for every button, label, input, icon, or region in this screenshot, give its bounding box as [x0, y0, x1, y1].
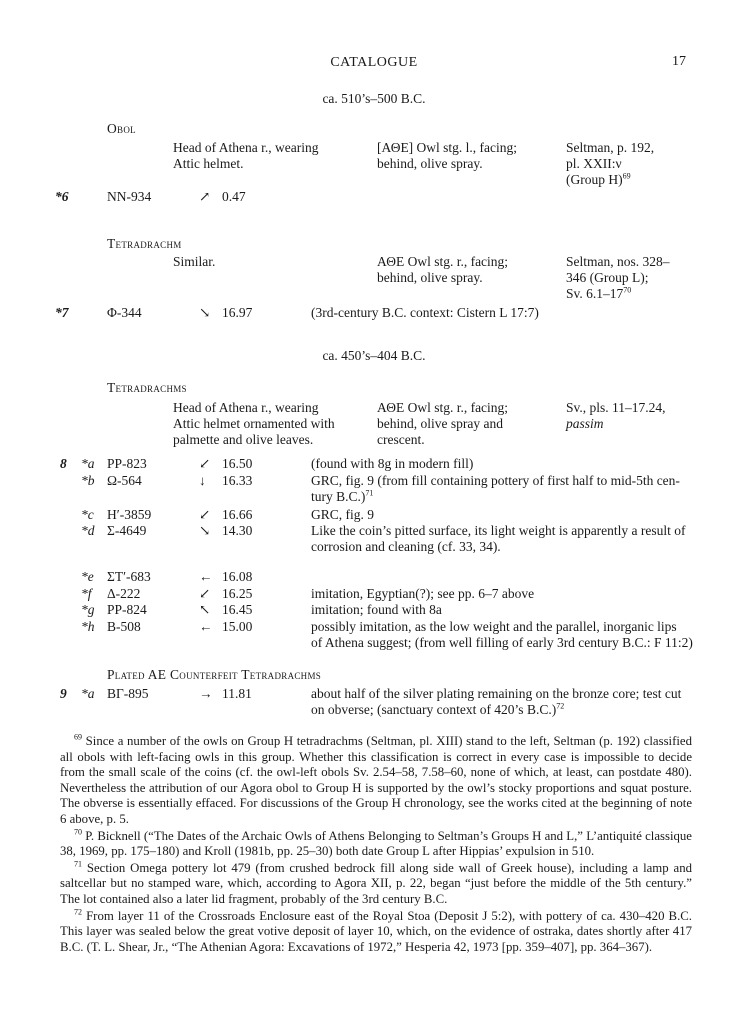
- entry-note: of Athena suggest; (from well filling of early 3rd century B.C.: F 11:2): [311, 635, 693, 650]
- catalogue-number: *6: [55, 189, 69, 204]
- weight: 16.33: [222, 473, 253, 488]
- inventory-number: Σ-4649: [107, 523, 147, 538]
- weight: 16.25: [222, 586, 253, 601]
- obol-reference: Seltman, p. 192, pl. XXII:ν (Group H)$^{69}$: [566, 140, 655, 187]
- entry-letter: *g: [81, 602, 95, 617]
- footnote: $^{69}$ Since a number of the owls on Group H tetradrachms (Seltman, pl. XIII) stand to the left, Seltman (p. 192) classified all obols with left-facing owls in this group. Whether this classification is correct in every case is impossible to decide from the small scale of the coins (cf. the owl-left obols Sv. 2.54–58, 7.58–60, none of which, at least, can postdate 480). Nevertheless the attribution of our Agora obol to Group H is supported by the owl’s stocky proportions and squat posture. The obverse is essentially effaced. For discussions of the Group H chronology, see the works cited at the beginning of note 6 above, p. 5.: [60, 732, 693, 826]
- group-number: 9: [60, 686, 67, 701]
- entry-letter: *f: [81, 586, 92, 601]
- entry-note: GRC, fig. 9 (from fill containing pottery of first half to mid-5th cen-: [311, 473, 680, 488]
- context-note: (3rd-century B.C. context: Cistern L 17:7): [311, 305, 539, 320]
- page-number: 17: [672, 54, 686, 69]
- tetradrachms-reference: Sv., pls. 11–17.24, passim: [566, 400, 666, 431]
- footnote: $^{70}$ P. Bicknell (“The Dates of the Archaic Owls of Athens Belonging to Seltman’s Groups H and L,” L’antiquité classique 38, 1969, pp. 175–180) and Kroll (1981b, pp. 25–30) both date Group L after Hippias’ expulsion in 510.: [60, 827, 692, 859]
- inventory-number: Φ-344: [107, 305, 142, 320]
- weight: 11.81: [222, 686, 252, 701]
- section-label-obol: Obol: [107, 121, 136, 136]
- weight: 16.08: [222, 569, 253, 584]
- footnote: $^{72}$ From layer 11 of the Crossroads Enclosure east of the Royal Stoa (Deposit J 5:2), with pottery of ca. 430–420 B.C. This layer was sealed below the great votive deposit of layer 10, which, on the evidence of ostraka, dates shortly after 417 B.C. (T. L. Shear, Jr., “The Athenian Agora: Excavations of 1972,” Hesperia 42, 1973 [pp. 359–407], pp. 364–367).: [60, 907, 692, 954]
- entry-letter: *a: [81, 456, 95, 471]
- weight: 16.66: [222, 507, 253, 522]
- entry-letter: *a: [81, 686, 95, 701]
- entry-letter: *b: [81, 473, 95, 488]
- die-axis-icon: ↙: [199, 507, 211, 522]
- section-label-tetradrachms: Tetradrachms: [107, 380, 187, 395]
- die-axis-icon: ↙: [199, 456, 211, 471]
- group-number: 8: [60, 456, 67, 471]
- obol-obverse: Head of Athena r., wearing Attic helmet.: [173, 140, 319, 171]
- die-axis-icon: ↓: [199, 473, 206, 488]
- inventory-number: Δ-222: [107, 586, 141, 601]
- section-label-tetradrachm: Tetradrachm: [107, 236, 182, 251]
- weight: 16.97: [222, 305, 253, 320]
- die-axis-icon: ↖: [199, 602, 211, 617]
- entry-note: GRC, fig. 9: [311, 507, 375, 522]
- entry-note: corrosion and cleaning (cf. 33, 34).: [311, 539, 501, 554]
- period-heading-2: ca. 450’s–404 B.C.: [322, 348, 426, 363]
- die-axis-icon: ←: [199, 569, 213, 584]
- entry-note: on obverse; (sanctuary context of 420’s B.C.)$^{72}$: [311, 701, 565, 717]
- weight: 16.45: [222, 602, 253, 617]
- die-axis-icon: ↙: [199, 586, 211, 601]
- catalogue-number: *7: [55, 305, 69, 320]
- tetradrachm-reverse: ΑΘΕ Owl stg. r., facing; behind, olive spray.: [377, 254, 509, 285]
- inventory-number: ΣΤ′-683: [107, 569, 151, 584]
- period-heading-1: ca. 510’s–500 B.C.: [322, 91, 426, 106]
- weight: 0.47: [222, 189, 246, 204]
- inventory-number: B-508: [107, 619, 141, 634]
- inventory-number: NN-934: [107, 189, 152, 204]
- inventory-number: ΒΓ-895: [107, 686, 149, 701]
- tetradrachm-obverse: Similar.: [173, 254, 216, 269]
- tetradrachms-obverse: Head of Athena r., wearing Attic helmet ornamented with palmette and olive leaves.: [173, 400, 335, 447]
- inventory-number: Ω-564: [107, 473, 142, 488]
- inventory-number: H′-3859: [107, 507, 152, 522]
- entry-note: possibly imitation, as the low weight and the parallel, inorganic lips: [311, 619, 677, 634]
- entry-note: about half of the silver plating remaining on the bronze core; test cut: [311, 686, 682, 701]
- tetradrachms-reverse: ΑΘΕ Owl stg. r., facing; behind, olive spray and crescent.: [377, 400, 509, 447]
- entry-letter: *h: [81, 619, 95, 634]
- weight: 16.50: [222, 456, 253, 471]
- die-axis-icon: ←: [199, 619, 213, 634]
- entry-letter: *c: [81, 507, 94, 522]
- entry-note: tury B.C.)$^{71}$: [311, 488, 374, 504]
- inventory-number: PP-823: [107, 456, 147, 471]
- tetradrachm-reference: Seltman, nos. 328– 346 (Group L); Sv. $6.1-17^{70}$: [566, 254, 670, 301]
- footnote: $^{71}$ Section Omega pottery lot 479 (from crushed bedrock fill along side wall of Greek house), including a lamp and saltcellar but no stamped ware, which, according to Agora XII, p. 22, began “just before the middle of the 5th century.” The lot contained also a later lid fragment, probably of the 3rd century B.C.: [60, 859, 692, 906]
- entry-note: (found with 8g in modern fill): [311, 456, 474, 471]
- entry-note: imitation; found with 8a: [311, 602, 442, 617]
- weight: 15.00: [222, 619, 253, 634]
- entry-note: imitation, Egyptian(?); see pp. 6–7 above: [311, 586, 535, 601]
- die-axis-icon: ↘: [199, 305, 211, 320]
- die-axis-icon: →: [199, 686, 213, 701]
- entry-letter: *e: [81, 569, 94, 584]
- footnotes: [60, 734, 692, 956]
- running-header-title: CATALOGUE: [330, 55, 418, 70]
- entry-note: Like the coin’s pitted surface, its light weight is apparently a result of: [311, 523, 686, 538]
- obol-reverse: [ΑΘΕ] Owl stg. l., facing; behind, olive spray.: [377, 140, 518, 171]
- die-axis-icon: ↘: [199, 523, 211, 538]
- weight: 14.30: [222, 523, 253, 538]
- section-label-plated: Plated AE Counterfeit Tetradrachms: [107, 667, 322, 682]
- die-axis-icon: ↗: [199, 189, 211, 204]
- entry-letter: *d: [81, 523, 95, 538]
- inventory-number: PP-824: [107, 602, 147, 617]
